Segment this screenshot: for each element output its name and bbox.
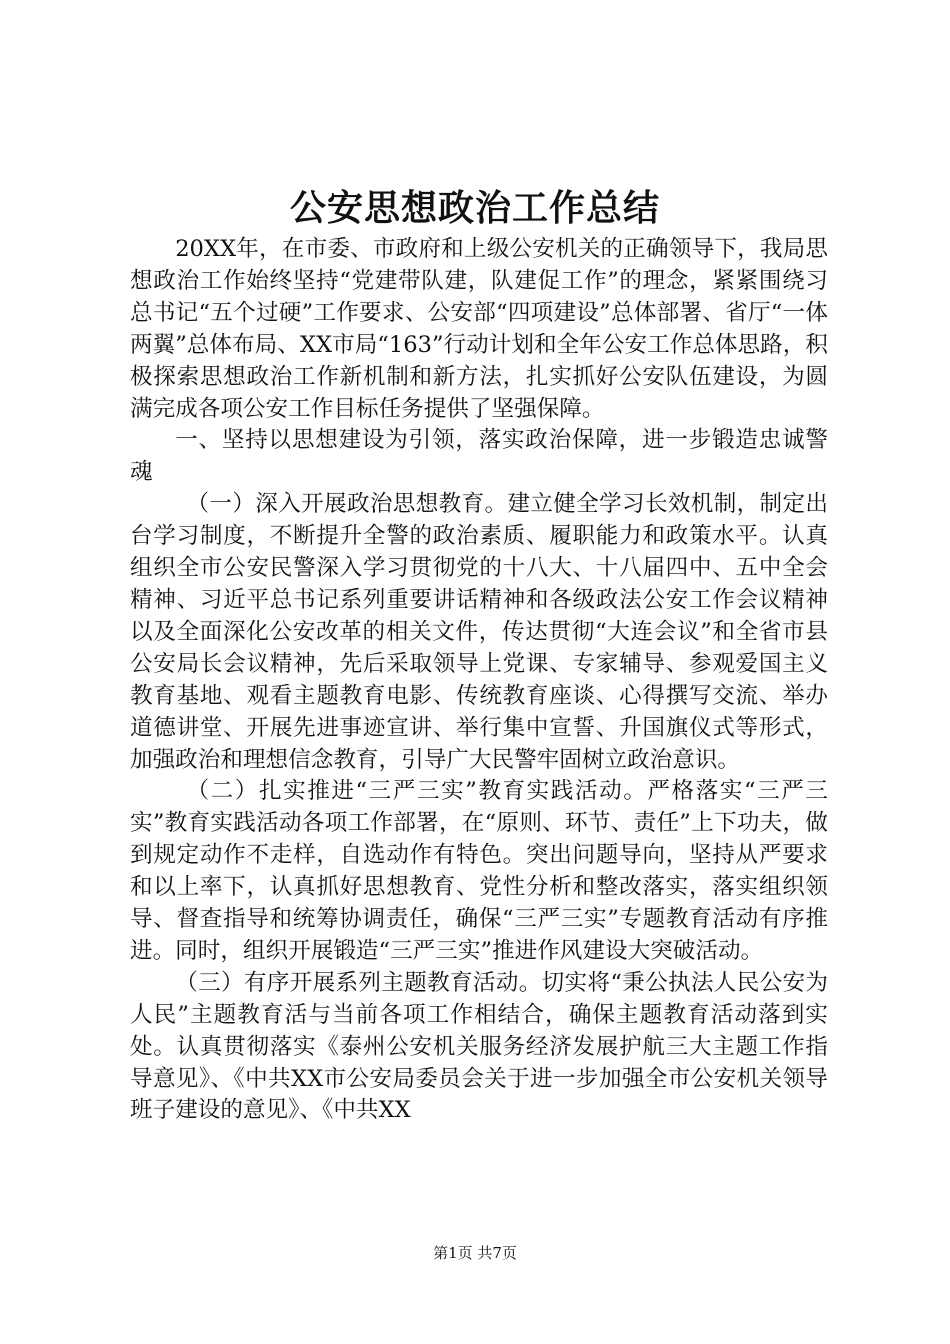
section-heading-1: 一、坚持以思想建设为引领，落实政治保障，进一步锻造忠诚警魂 bbox=[130, 427, 828, 486]
paragraph-subsection-3: （三）有序开展系列主题教育活动。切实将“秉公执法人民公安为人民”主题教育活与当前各项工作相结合，确保主题教育活动落到实处。认真贯彻落实《泰州公安机关服务经济发展护航三大主题工作指导意见》、《中共XX市公安局委员会关于进一步加强全市公安机关领导班子建设的意见》、《中共XX bbox=[130, 969, 828, 1124]
paragraph-subsection-2: （二）扎实推进“三严三实”教育实践活动。严格落实“三严三实”教育实践活动各项工作部署，在“原则、环节、责任”上下功夫，做到规定动作不走样，自选动作有特色。突出问题导向，坚持从严要求和以上率下，认真抓好思想教育、党性分析和整改落实，落实组织领导、督查指导和统筹协调责任，确保“三严三实”专题教育活动有序推进。同时，组织开展锻造“三严三实”推进作风建设大突破活动。 bbox=[130, 778, 828, 964]
page-footer: 第1页 共7页 bbox=[433, 1244, 517, 1262]
paragraph-intro: 20XX年，在市委、市政府和上级公安机关的正确领导下，我局思想政治工作始终坚持“党建带队建，队建促工作”的理念，紧紧围绕习总书记“五个过硬”工作要求、公安部“四项建设”总体部署、省厅“一体两翼”总体布局、XX市局“163”行动计划和全年公安工作总体思路，积极探索思想政治工作新机制和新方法，扎实抓好公安队伍建设，为圆满完成各项公安工作目标任务提供了坚强保障。 bbox=[130, 236, 828, 422]
document-body bbox=[130, 234, 828, 1127]
document-title: 公安思想政治工作总结 bbox=[289, 187, 660, 229]
paragraph-subsection-1: （一）深入开展政治思想教育。建立健全学习长效机制，制定出台学习制度，不断提升全警的政治素质、履职能力和政策水平。认真组织全市公安民警深入学习贯彻党的十八大、十八届四中、五中全会精神、习近平总书记系列重要讲话精神和各级政法公安工作会议精神以及全面深化公安改革的相关文件，传达贯彻“大连会议”和全省市县公安局长会议精神，先后采取领导上党课、专家辅导、参观爱国主义教育基地、观看主题教育电影、传统教育座谈、心得撰写交流、举办道德讲堂、开展先进事迹宣讲、举行集中宣誓、升国旗仪式等形式，加强政治和理想信念教育，引导广大民警牢固树立政治意识。 bbox=[130, 491, 828, 773]
